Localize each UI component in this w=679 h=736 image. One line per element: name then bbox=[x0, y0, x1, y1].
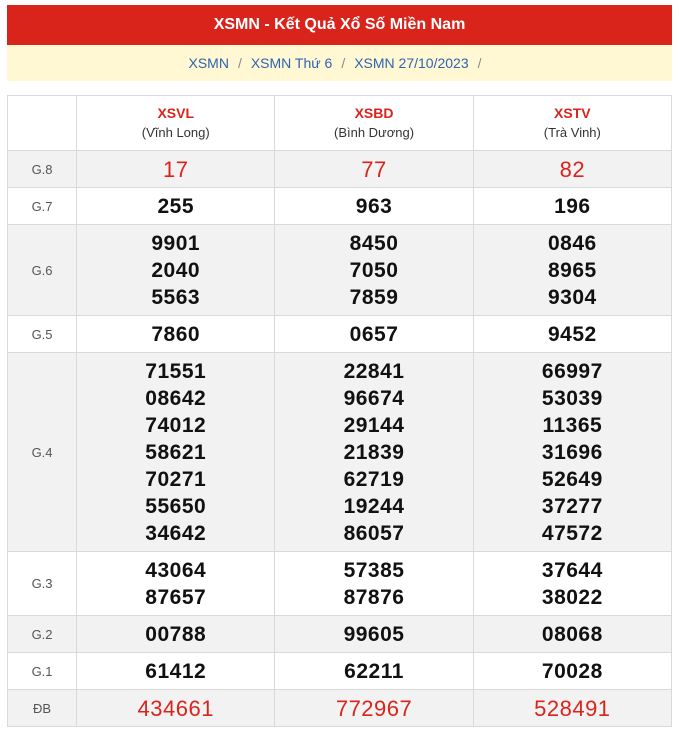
prize-cell bbox=[473, 690, 671, 727]
prize-row bbox=[8, 552, 672, 616]
prize-cell bbox=[77, 552, 275, 616]
result-number: 8450 bbox=[349, 231, 399, 255]
prize-cell bbox=[275, 690, 473, 727]
result-number: 34642 bbox=[145, 521, 207, 545]
prize-cell bbox=[77, 188, 275, 225]
result-number: 255 bbox=[157, 194, 195, 218]
result-number: 9452 bbox=[547, 322, 597, 346]
result-number: 37277 bbox=[541, 494, 603, 518]
prize-cell bbox=[473, 316, 671, 353]
header-empty-cell bbox=[8, 96, 77, 151]
result-number: 434661 bbox=[137, 695, 214, 721]
result-number: 62211 bbox=[344, 659, 404, 683]
prize-cell bbox=[77, 653, 275, 690]
result-number: 47572 bbox=[541, 521, 603, 545]
result-number: 08642 bbox=[145, 386, 207, 410]
breadcrumb-item-xsmn-thu-6[interactable]: XSMN Thứ 6 bbox=[250, 55, 333, 71]
result-number: 87657 bbox=[145, 585, 207, 609]
page-header bbox=[7, 5, 672, 45]
result-number: 9304 bbox=[547, 285, 597, 309]
prize-cell bbox=[473, 353, 671, 552]
result-number: 74012 bbox=[145, 413, 207, 437]
prize-label: ĐB bbox=[8, 690, 77, 727]
province-header-vinh-long bbox=[77, 96, 275, 151]
result-number: 196 bbox=[554, 194, 591, 218]
prize-cell bbox=[77, 353, 275, 552]
result-number: 66997 bbox=[541, 359, 603, 383]
breadcrumb-item-xsmn[interactable]: XSMN bbox=[188, 55, 229, 71]
prize-cell bbox=[275, 552, 473, 616]
prize-label: G.7 bbox=[8, 188, 77, 225]
result-number: 8965 bbox=[547, 258, 597, 282]
prize-cell bbox=[473, 552, 671, 616]
result-number: 08068 bbox=[541, 622, 603, 646]
result-number: 71551 bbox=[145, 359, 207, 383]
result-number: 5563 bbox=[151, 285, 201, 309]
prize-cell bbox=[77, 616, 275, 653]
prize-cell bbox=[275, 188, 473, 225]
result-number: 2040 bbox=[151, 258, 201, 282]
result-number: 963 bbox=[355, 194, 393, 218]
breadcrumb-separator: / bbox=[477, 55, 482, 71]
prize-cell bbox=[473, 225, 671, 316]
result-number: 62719 bbox=[343, 467, 405, 491]
prize-label: G.8 bbox=[8, 151, 77, 188]
result-number: 58621 bbox=[145, 440, 207, 464]
province-name: (Trà Vinh) bbox=[543, 125, 601, 140]
province-code-link[interactable]: XSBD bbox=[354, 105, 394, 121]
breadcrumb bbox=[7, 45, 672, 81]
prize-row bbox=[8, 316, 672, 353]
prize-rows bbox=[8, 151, 672, 727]
result-number: 82 bbox=[559, 156, 586, 182]
prize-cell bbox=[473, 188, 671, 225]
result-number: 00788 bbox=[145, 622, 207, 646]
result-number: 55650 bbox=[145, 494, 207, 518]
result-number: 17 bbox=[163, 156, 189, 182]
prize-row bbox=[8, 653, 672, 690]
prize-row bbox=[8, 151, 672, 188]
prize-cell bbox=[473, 653, 671, 690]
prize-row bbox=[8, 225, 672, 316]
result-number: 528491 bbox=[534, 695, 611, 721]
result-number: 53039 bbox=[541, 386, 603, 410]
result-number: 7050 bbox=[349, 258, 399, 282]
result-number: 29144 bbox=[343, 413, 405, 437]
prize-label: G.1 bbox=[8, 653, 77, 690]
result-number: 31696 bbox=[541, 440, 603, 464]
prize-cell bbox=[77, 225, 275, 316]
prize-cell bbox=[275, 225, 473, 316]
result-number: 9901 bbox=[151, 231, 201, 255]
results-table bbox=[7, 95, 672, 727]
result-number: 61412 bbox=[145, 659, 207, 683]
result-number: 87876 bbox=[343, 585, 405, 609]
result-number: 7859 bbox=[349, 285, 399, 309]
prize-label: G.2 bbox=[8, 616, 77, 653]
province-header-binh-duong bbox=[275, 96, 473, 151]
page-title: XSMN - Kết Quả Xổ Số Miền Nam bbox=[213, 16, 466, 33]
result-number: 772967 bbox=[335, 695, 413, 721]
prize-cell bbox=[473, 616, 671, 653]
result-number: 19244 bbox=[343, 494, 405, 518]
province-name: (Bình Dương) bbox=[333, 125, 415, 140]
prize-cell bbox=[275, 353, 473, 552]
prize-row bbox=[8, 690, 672, 727]
result-number: 86057 bbox=[343, 521, 405, 545]
result-number: 0846 bbox=[547, 231, 597, 255]
result-number: 77 bbox=[361, 156, 387, 182]
prize-label: G.3 bbox=[8, 552, 77, 616]
result-number: 11365 bbox=[542, 413, 603, 437]
prize-row bbox=[8, 616, 672, 653]
breadcrumb-separator: / bbox=[237, 55, 242, 71]
province-code-link[interactable]: XSTV bbox=[554, 105, 591, 121]
prize-label: G.4 bbox=[8, 353, 77, 552]
result-number: 57385 bbox=[343, 558, 405, 582]
result-number: 0657 bbox=[349, 322, 399, 346]
table-header-row bbox=[8, 96, 672, 151]
prize-cell bbox=[275, 653, 473, 690]
result-number: 43064 bbox=[145, 558, 207, 582]
prize-label: G.6 bbox=[8, 225, 77, 316]
province-name: (Vĩnh Long) bbox=[141, 125, 210, 140]
result-number: 38022 bbox=[541, 585, 603, 609]
prize-cell bbox=[275, 316, 473, 353]
result-number: 7860 bbox=[151, 322, 201, 346]
prize-cell bbox=[275, 616, 473, 653]
result-number: 99605 bbox=[343, 622, 405, 646]
prize-cell bbox=[77, 690, 275, 727]
prize-cell bbox=[275, 151, 473, 188]
province-header-tra-vinh bbox=[473, 96, 671, 151]
prize-cell bbox=[473, 151, 671, 188]
province-code-link[interactable]: XSVL bbox=[157, 105, 195, 121]
result-number: 96674 bbox=[343, 386, 405, 410]
result-number: 22841 bbox=[343, 359, 405, 383]
breadcrumb-separator: / bbox=[341, 55, 346, 71]
result-number: 70271 bbox=[145, 467, 207, 491]
prize-cell bbox=[77, 316, 275, 353]
prize-row bbox=[8, 353, 672, 552]
result-number: 21839 bbox=[343, 440, 405, 464]
prize-label: G.5 bbox=[8, 316, 77, 353]
result-number: 52649 bbox=[541, 467, 603, 491]
prize-cell bbox=[77, 151, 275, 188]
prize-row bbox=[8, 188, 672, 225]
result-number: 70028 bbox=[541, 659, 603, 683]
result-number: 37644 bbox=[541, 558, 603, 582]
breadcrumb-item-date[interactable]: XSMN 27/10/2023 bbox=[354, 55, 469, 71]
